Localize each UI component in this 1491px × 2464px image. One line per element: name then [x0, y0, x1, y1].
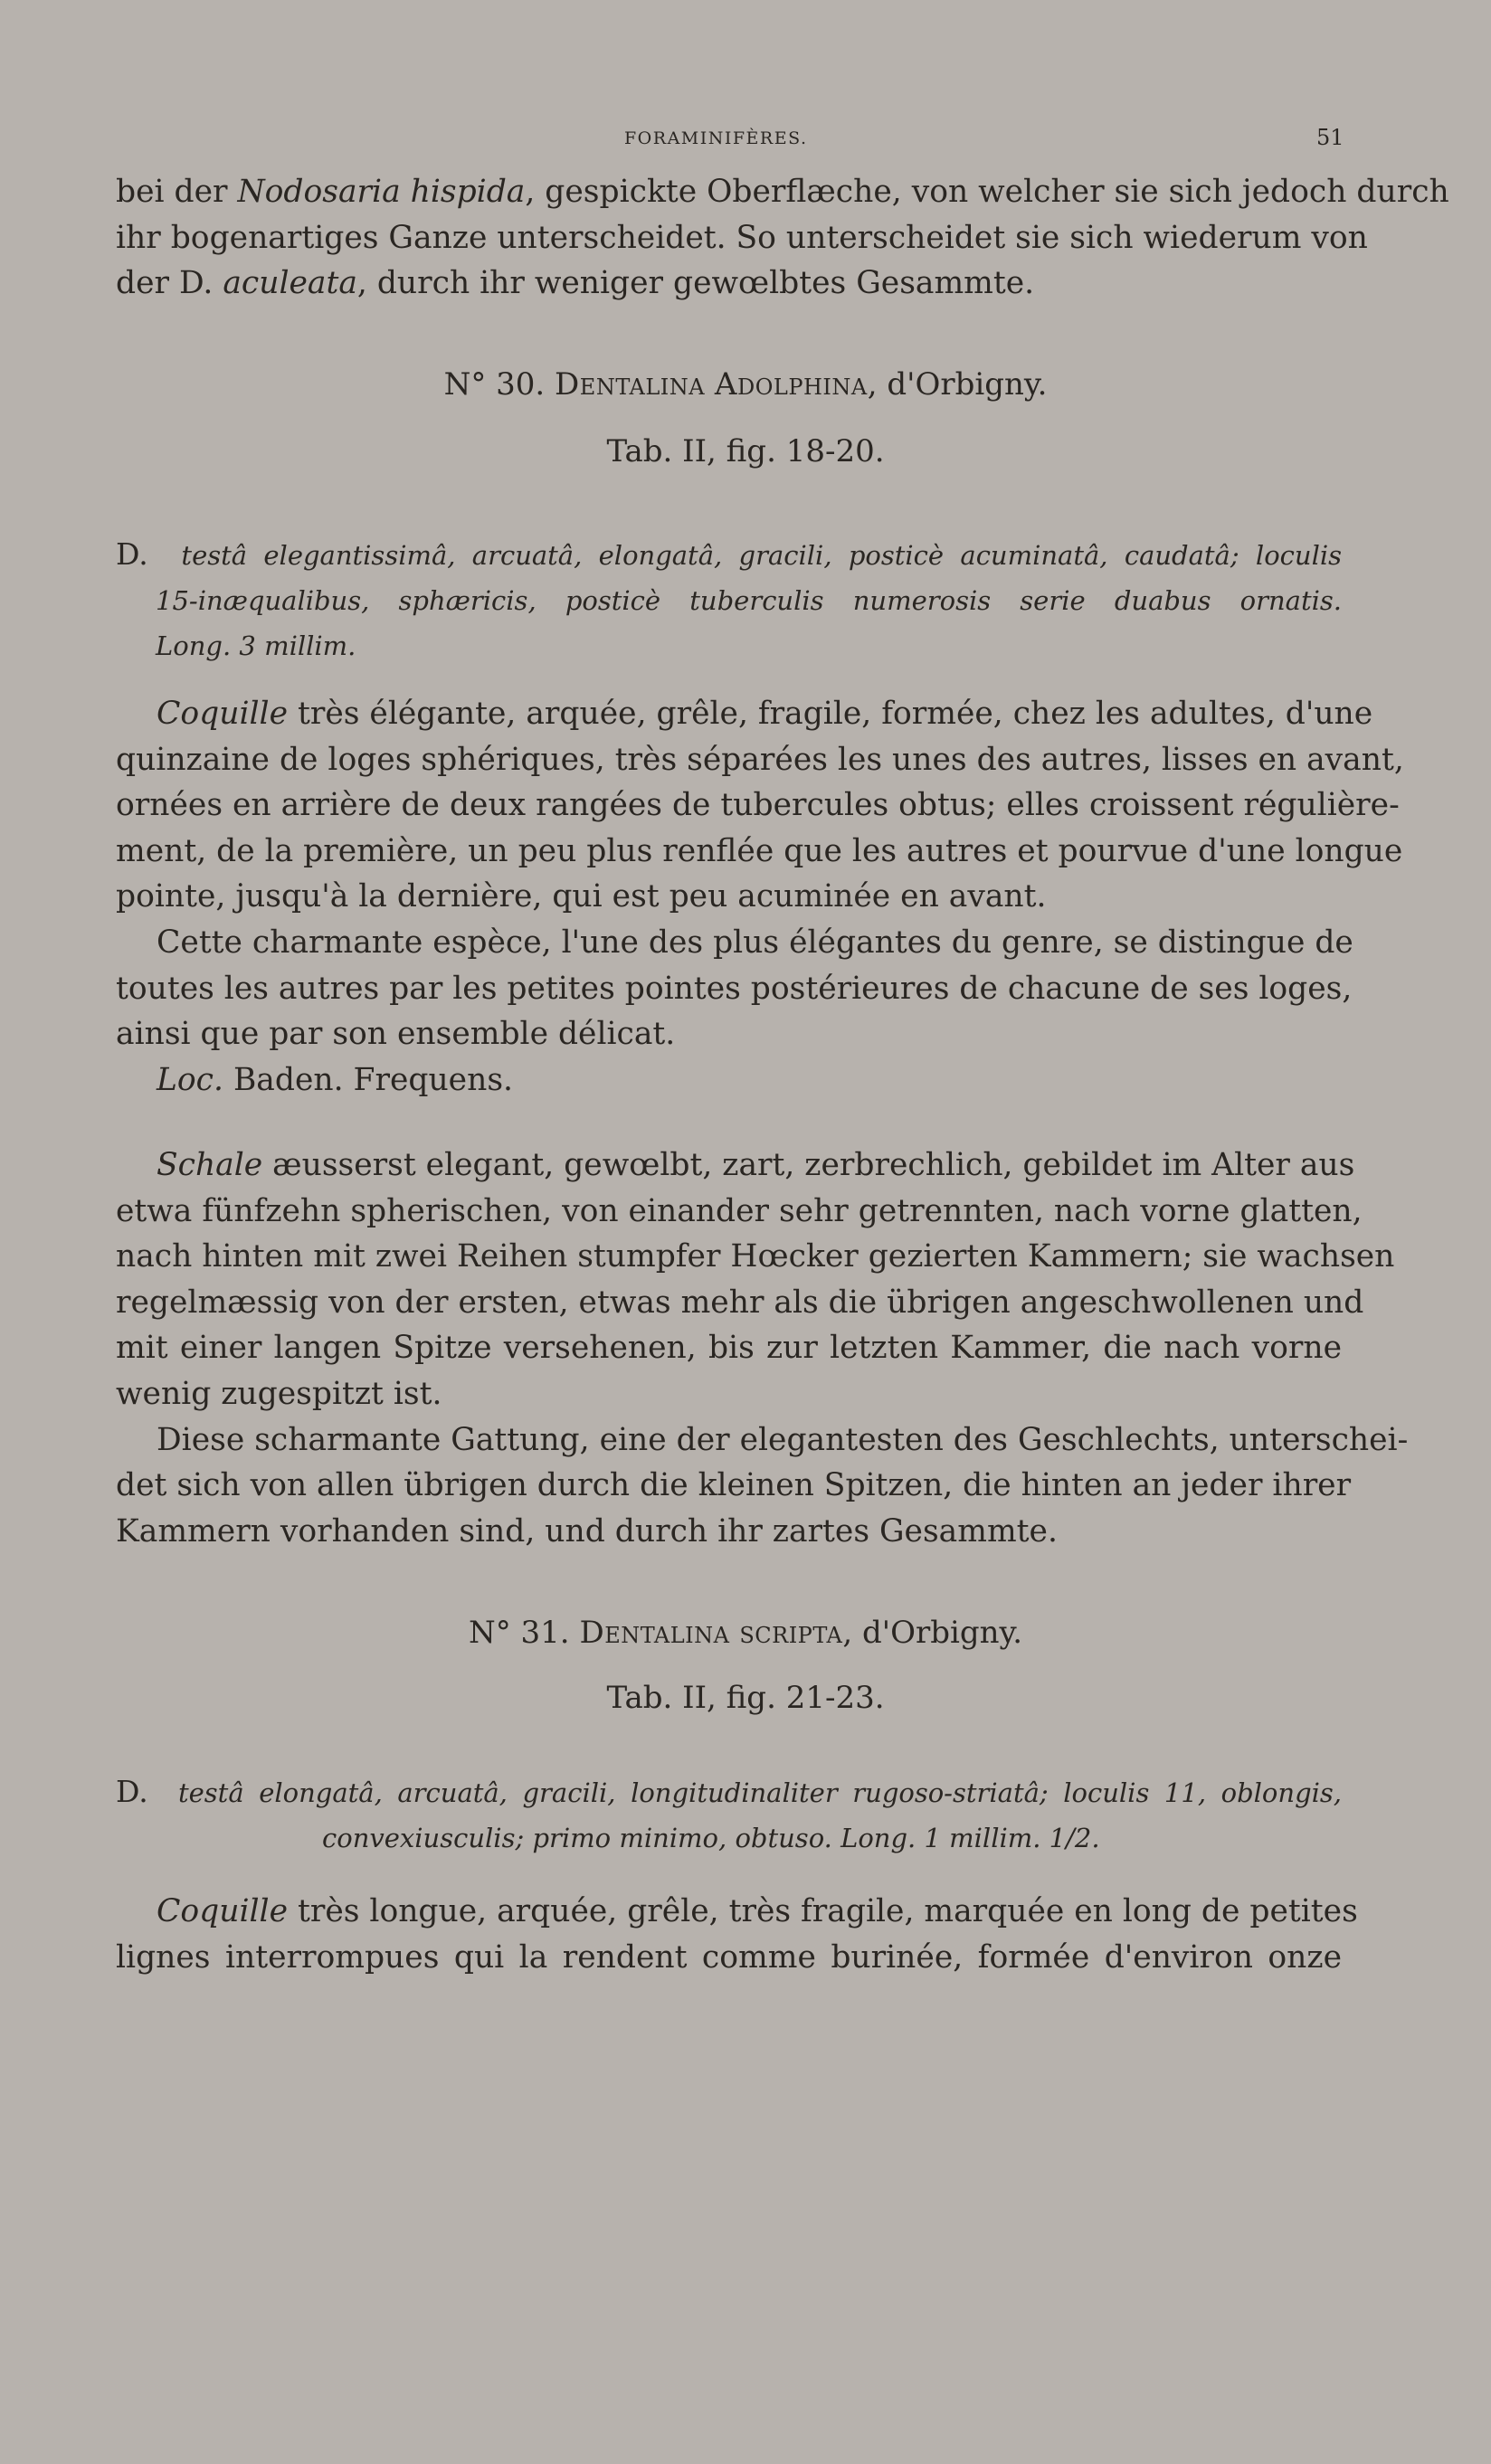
species-31-latin-diagnosis [116, 1769, 1342, 1861]
intro-paragraph [116, 169, 1449, 307]
text-line: Diese scharmante Gattung, eine der elegantesten des Geschlechts, unterschei- [157, 1421, 1409, 1458]
text-line: nach hinten mit zwei Reihen stumpfer Hœcker gezierten Kammern; sie wachsen [116, 1238, 1395, 1275]
text-line: der D. aculeata, durch ihr weniger gewœlbtes Gesammte. [116, 265, 1035, 302]
text-line: regelmæssig von der ersten, etwas mehr als die übrigen angeschwollenen und [116, 1284, 1364, 1321]
text-line: bei der Nodosaria hispida, gespickte Oberflæche, von welcher sie sich jedoch durch [116, 174, 1449, 210]
species-30-french-description [116, 691, 1404, 1103]
text-line: D. testâ elongatâ, arcuatâ, gracili, longitudinaliter rugoso-striatâ; loculis 11, oblongis, [116, 1774, 1343, 1809]
text-line: Coquille très élégante, arquée, grêle, fragile, formée, chez les adultes, d'une [157, 696, 1373, 732]
text-line: mit einer langen Spitze versehenen, bis zur letzten Kammer, die nach vorne [116, 1330, 1342, 1367]
page-header [0, 125, 1491, 156]
text-line: etwa fünfzehn spherischen, von einander sehr getrennten, nach vorne glatten, [116, 1192, 1363, 1229]
text-line: pointe, jusqu'à la dernière, qui est peu acuminée en avant. [116, 878, 1047, 915]
species-30-plate-ref: Tab. II, fig. 18-20. [606, 433, 885, 469]
species-30-heading: N° 30. Dentalina Adolphina, d'Orbigny. [443, 366, 1048, 403]
text-line: Cette charmante espèce, l'une des plus élégantes du genre, se distingue de [157, 924, 1353, 961]
page-number: 51 [1316, 125, 1344, 150]
locality-line: Loc. Baden. Frequens. [157, 1061, 513, 1098]
text-line: toutes les autres par les petites pointes postérieures de chacune de ses loges, [116, 970, 1353, 1007]
text-line: wenig zugespitzt ist. [116, 1375, 442, 1412]
text-line: ihr bogenartiges Ganze unterscheidet. So unterscheidet sie sich wiederum von [116, 219, 1368, 256]
species-31-french-description [116, 1889, 1358, 1980]
text-line: ornées en arrière de deux rangées de tubercules obtus; elles croissent régulière- [116, 787, 1400, 824]
text-line: convexiusculis; primo minimo, obtuso. Long. 1 millim. 1/2. [322, 1823, 1100, 1853]
text-line: ment, de la première, un peu plus renflée que les autres et pourvue d'une longue [116, 832, 1403, 869]
species-31-heading: N° 31. Dentalina scripta, d'Orbigny. [468, 1615, 1022, 1651]
species-30-german-description [116, 1142, 1409, 1554]
species-31-plate-ref: Tab. II, fig. 21-23. [606, 1680, 885, 1716]
text-line: 15-inæqualibus, sphæricis, posticè tuberculis numerosis serie duabus ornatis. [156, 585, 1342, 616]
running-title: FORAMINIFÈRES. [624, 128, 808, 148]
species-30-latin-diagnosis [116, 532, 1342, 668]
text-line: lignes interrompues qui la rendent comme burinée, formée d'environ onze [116, 1938, 1342, 1976]
text-line: Kammern vorhanden sind, und durch ihr zartes Gesammte. [116, 1512, 1058, 1549]
text-line: Coquille très longue, arquée, grêle, très fragile, marquée en long de petites [157, 1893, 1358, 1929]
text-line: Schale æusserst elegant, gewœlbt, zart, zerbrechlich, gebildet im Alter aus [157, 1147, 1355, 1183]
text-line: det sich von allen übrigen durch die kleinen Spitzen, die hinten an jeder ihrer [116, 1467, 1352, 1504]
text-line: ainsi que par son ensemble délicat. [116, 1016, 676, 1053]
text-line: Long. 3 millim. [156, 630, 356, 661]
text-line: D. testâ elegantissimâ, arcuatâ, elongatâ, gracili, posticè acuminatâ, caudatâ; loculis [116, 536, 1342, 572]
text-line: quinzaine de loges sphériques, très séparées les unes des autres, lisses en avant, [116, 741, 1404, 778]
